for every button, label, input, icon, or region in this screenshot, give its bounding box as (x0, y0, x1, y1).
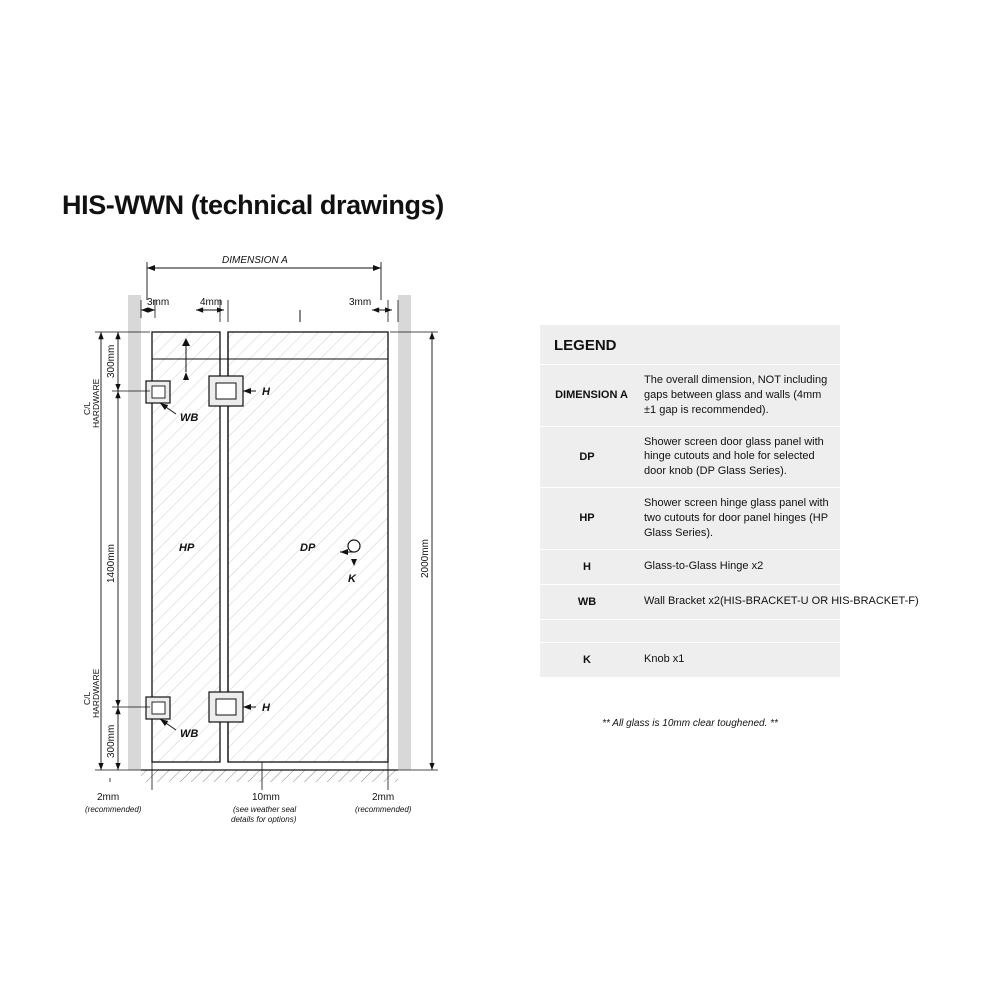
cl-hardware-bottom-line1: C/L (82, 691, 92, 705)
legend-row (540, 365, 840, 427)
gap-4mm: 4mm (200, 297, 223, 308)
dimension-a-label: DIMENSION A (222, 255, 288, 266)
bottom-right-note: (recommended) (355, 805, 412, 814)
legend-key: H (583, 560, 591, 573)
left-wall (128, 295, 141, 770)
legend-description: Knob x1 (644, 653, 685, 666)
cl-hardware-top-line1: C/L (82, 401, 92, 415)
hinge-bottom-label: H (262, 702, 270, 714)
bottom-left-note: (recommended) (85, 805, 142, 814)
legend-description: Shower screen door glass panel with hinge cutouts and hole for selected door knob (DP Glass Series). (644, 435, 824, 478)
dim-1400: 1400mm (106, 544, 117, 583)
bottom-left-value: 2mm (97, 792, 120, 803)
bottom-center-note-2: details for options) (231, 815, 297, 824)
door-panel-label: DP (300, 542, 316, 554)
legend-description: Wall Bracket x2(HIS-BRACKET-U OR HIS-BRACKET-F) (644, 595, 919, 608)
legend-key: DP (579, 450, 595, 463)
floor-hatch (141, 770, 398, 782)
legend-key: HP (579, 512, 595, 525)
page-title: HIS-WWN (technical drawings) (62, 190, 444, 220)
gap-3mm-left: 3mm (147, 297, 170, 308)
legend-key (540, 620, 636, 642)
gap-3mm-right: 3mm (349, 297, 372, 308)
legend-footnote: ** All glass is 10mm clear toughened. ** (602, 718, 778, 729)
wall-bracket-bottom-label: WB (180, 728, 199, 740)
legend-row (540, 585, 919, 620)
right-wall (398, 295, 411, 770)
legend-description: Shower screen hinge glass panel with two cutouts for door panel hinges (HP Glass Series). (644, 497, 829, 539)
legend-description (636, 620, 654, 642)
bottom-right-value: 2mm (372, 792, 395, 803)
cl-hardware-top-line2: HARDWARE (91, 378, 101, 428)
legend-row (540, 643, 840, 678)
bottom-center-note-1: (see weather seal (233, 805, 297, 814)
cl-hardware-bottom-line2: HARDWARE (91, 668, 101, 718)
dim-2000: 2000mm (420, 539, 431, 578)
knob-label: K (348, 573, 356, 585)
wall-bracket-top-label: WB (180, 412, 199, 424)
dim-300-bottom: 300mm (106, 724, 117, 758)
wall-bracket-top (146, 381, 170, 403)
legend-panel (540, 325, 919, 678)
dim-300-top: 300mm (106, 344, 117, 378)
hinge-panel-label: HP (179, 542, 195, 554)
legend-description: The overall dimension, NOT including gaps between glass and walls (4mm ±1 gap is recommended). (644, 374, 828, 416)
legend-row-spacer (540, 620, 840, 643)
wall-bracket-bottom (146, 697, 170, 719)
legend-row (540, 488, 840, 550)
legend-key: K (583, 653, 591, 666)
legend-key: DIMENSION A (555, 389, 628, 402)
legend-description: Glass-to-Glass Hinge x2 (644, 560, 764, 573)
bottom-center-value: 10mm (252, 792, 280, 803)
knob-hole (348, 540, 360, 552)
legend-heading: LEGEND (540, 325, 840, 365)
legend-row (540, 427, 840, 489)
hinge-top (209, 376, 243, 406)
legend-key: WB (577, 595, 597, 608)
hinge-top-label: H (262, 386, 270, 398)
hinge-bottom (209, 692, 243, 722)
legend-row (540, 550, 840, 585)
